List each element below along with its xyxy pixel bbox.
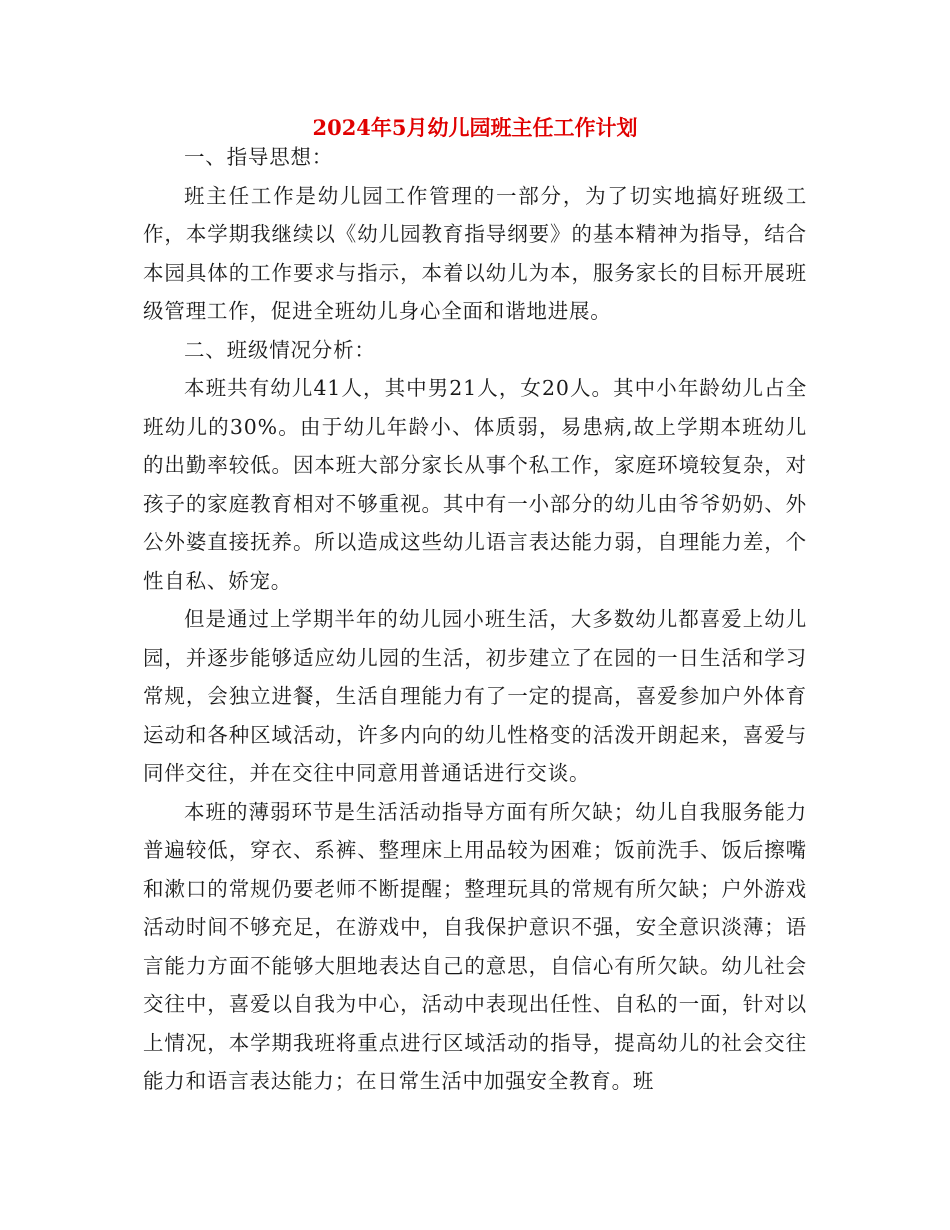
section-heading-class-analysis: 二、班级情况分析：: [184, 337, 376, 362]
section-heading-guiding-ideology: 一、指导思想：: [184, 145, 334, 169]
document-body: [143, 138, 807, 1101]
paragraph-class-weaknesses: 本班的薄弱环节是生活活动指导方面有所欠缺；幼儿自我服务能力普遍较低，穿衣、系裤、整理床上用品较为困难；饭前洗手、饭后擦嘴和漱口的常规仍要老师不断提醒；整理玩具的常规有所欠缺；户外游戏活动时间不够充足，在游戏中，自我保护意识不强，安全意识淡薄；语言能力方面不能够大胆地表达自己的意思，自信心有所欠缺。幼儿社会交往中，喜爱以自我为中心，活动中表现出任性、自私的一面，针对以上情况，本学期我班将重点进行区域活动的指导，提高幼儿的社会交往能力和语言表达能力；在日常生活中加强安全教育。班: [143, 799, 807, 1093]
paragraph-class-progress: 但是通过上学期半年的幼儿园小班生活，大多数幼儿都喜爱上幼儿园，并逐步能够适应幼儿园的生活，初步建立了在园的一日生活和学习常规，会独立进餐，生活自理能力有了一定的提高，喜爱参加户外体育运动和各种区域活动，许多内向的幼儿性格变的活泼开朗起来，喜爱与同伴交往，并在交往中同意用普通话进行交谈。: [143, 607, 807, 785]
paragraph-class-overview: 本班共有幼儿41人，其中男21人，女20人。其中小年龄幼儿占全班幼儿的30%。由于幼儿年龄小、体质弱，易患病,故上学期本班幼儿的出勤率较低。因本班大部分家长从事个私工作，家庭环境较复杂，对孩子的家庭教育相对不够重视。其中有一小部分的幼儿由爷爷奶奶、外公外婆直接抚养。所以造成这些幼儿语言表达能力弱，自理能力差，个性自私、娇宠。: [143, 376, 807, 593]
document-title: 2024年5月幼儿园班主任工作计划: [312, 115, 638, 140]
paragraph-guiding-ideology: 班主任工作是幼儿园工作管理的一部分，为了切实地搞好班级工作，本学期我继续以《幼儿园教育指导纲要》的基本精神为指导，结合本园具体的工作要求与指示，本着以幼儿为本，服务家长的目标开展班级管理工作，促进全班幼儿身心全面和谐地进展。: [143, 183, 807, 323]
